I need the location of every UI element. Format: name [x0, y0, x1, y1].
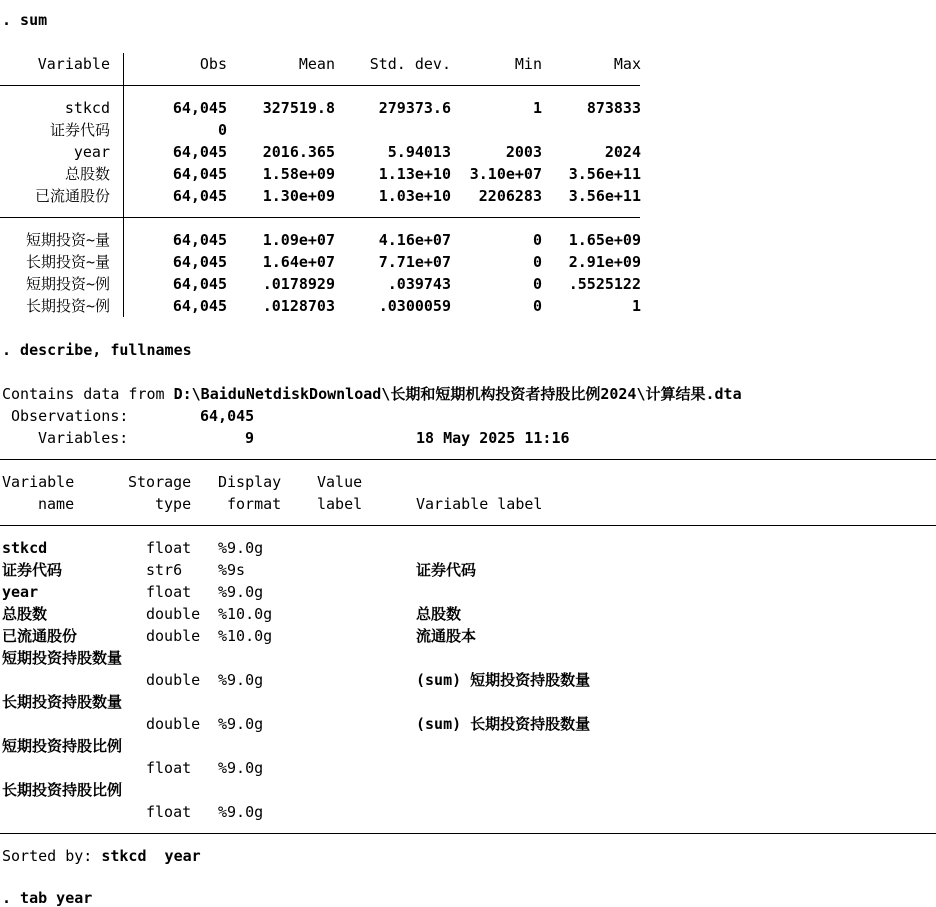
- sum-table-group-divider: [0, 217, 640, 218]
- sum-row-max: 873833: [586, 99, 641, 117]
- header-variable-label: Variable label: [416, 495, 543, 513]
- tab-command: . tab year: [2, 889, 93, 907]
- sum-header-max: Max: [613, 55, 641, 73]
- contains-data-line: [2, 385, 742, 403]
- sorted-label: Sorted by:: [2, 847, 102, 865]
- describe-row-storage-type: double: [146, 715, 201, 733]
- describe-row-display-format: %10.0g: [218, 605, 273, 623]
- sum-row-obs: 64,045: [172, 253, 227, 271]
- describe-row-variable-label: 总股数: [416, 605, 462, 623]
- describe-command: . describe, fullnames: [2, 341, 192, 359]
- dataset-path: D:\BaiduNetdiskDownload\长期和短期机构投资者持股比例2024\计算结果.dta: [173, 385, 742, 403]
- sum-row-max: 2.91e+09: [568, 253, 641, 271]
- sum-row-variable: 长期投资~量: [25, 253, 110, 271]
- describe-row-variable-label: 证券代码: [416, 561, 477, 579]
- sum-row-variable: 证券代码: [49, 121, 110, 139]
- header-type: type: [155, 495, 192, 513]
- sum-row-mean: .0178929: [262, 275, 335, 293]
- sum-row-min: 0: [532, 275, 542, 293]
- describe-row-storage-type: float: [146, 583, 192, 601]
- describe-row-storage-type: double: [146, 627, 201, 645]
- describe-row-display-format: %9.0g: [218, 583, 264, 601]
- describe-row-storage-type: double: [146, 671, 201, 689]
- sum-command: . sum: [2, 11, 48, 29]
- describe-row-name: 短期投资持股数量: [2, 649, 123, 667]
- describe-row-storage-type: str6: [146, 561, 183, 579]
- describe-row-storage-type: float: [146, 539, 192, 557]
- describe-row-name: 已流通股份: [2, 627, 78, 645]
- sum-row-max: 1: [631, 297, 641, 315]
- sum-row-mean: .0128703: [262, 297, 335, 315]
- dataset-date: 18 May 2025 11:16: [416, 429, 570, 447]
- sum-row-sd: 5.94013: [387, 143, 451, 161]
- describe-row-storage-type: float: [146, 803, 192, 821]
- describe-bottom-divider: [0, 833, 936, 834]
- header-value: Value: [317, 473, 363, 491]
- describe-row-name: 短期投资持股比例: [2, 737, 123, 755]
- describe-row-storage-type: double: [146, 605, 201, 623]
- sum-row-obs: 0: [217, 121, 227, 139]
- contains-prefix: Contains data from: [2, 385, 174, 403]
- sum-table-vertical-divider: [123, 53, 124, 317]
- sum-row-min: 0: [532, 253, 542, 271]
- describe-row-name: stkcd: [2, 539, 48, 557]
- sum-row-obs: 64,045: [172, 275, 227, 293]
- observations-label: Observations:: [11, 407, 129, 425]
- sum-row-max: 3.56e+11: [568, 165, 641, 183]
- sum-row-obs: 64,045: [172, 143, 227, 161]
- sum-row-sd: 7.71e+07: [378, 253, 451, 271]
- describe-top-divider: [0, 459, 936, 460]
- describe-row-variable-label: 流通股本: [416, 627, 477, 645]
- describe-row-variable-label: (sum) 短期投资持股数量: [416, 671, 591, 689]
- sum-header-min: Min: [514, 55, 542, 73]
- sum-row-min: 3.10e+07: [469, 165, 542, 183]
- sum-row-min: 2206283: [478, 187, 542, 205]
- sum-row-min: 0: [532, 231, 542, 249]
- sum-row-variable: 长期投资~例: [25, 297, 110, 315]
- sorted-by-line: [2, 847, 201, 865]
- describe-row-display-format: %9.0g: [218, 759, 264, 777]
- variables-label: Variables:: [38, 429, 129, 447]
- sum-row-mean: 2016.365: [262, 143, 335, 161]
- sum-row-max: .5525122: [568, 275, 641, 293]
- sum-row-variable: 已流通股份: [34, 187, 110, 205]
- sum-row-mean: 1.30e+09: [262, 187, 335, 205]
- sum-row-sd: .039743: [387, 275, 451, 293]
- sum-row-max: 3.56e+11: [568, 187, 641, 205]
- sum-row-sd: 1.13e+10: [378, 165, 451, 183]
- describe-row-display-format: %9.0g: [218, 803, 264, 821]
- describe-row-display-format: %9.0g: [218, 671, 264, 689]
- sum-row-variable: 短期投资~例: [25, 275, 110, 293]
- sum-row-variable: stkcd: [64, 99, 110, 117]
- sum-row-sd: .0300059: [378, 297, 451, 315]
- sum-row-variable: 短期投资~量: [25, 231, 110, 249]
- describe-header-divider: [0, 525, 936, 526]
- sum-row-variable: 总股数: [64, 165, 110, 183]
- sum-row-obs: 64,045: [172, 231, 227, 249]
- sum-row-obs: 64,045: [172, 165, 227, 183]
- describe-row-name: 证券代码: [2, 561, 63, 579]
- describe-row-name: year: [2, 583, 39, 601]
- sum-header-variable: Variable: [37, 55, 110, 73]
- sum-row-sd: 279373.6: [378, 99, 451, 117]
- header-storage: Storage: [128, 473, 192, 491]
- describe-row-display-format: %9s: [218, 561, 246, 579]
- sum-row-max: 2024: [604, 143, 641, 161]
- header-format: format: [227, 495, 282, 513]
- sum-header-mean: Mean: [298, 55, 335, 73]
- describe-row-name: 总股数: [2, 605, 48, 623]
- sum-row-min: 1: [532, 99, 542, 117]
- sum-header-obs: Obs: [199, 55, 227, 73]
- sorted-vars: stkcd year: [101, 847, 201, 865]
- describe-row-display-format: %9.0g: [218, 539, 264, 557]
- sum-row-max: 1.65e+09: [568, 231, 641, 249]
- variables-value: 9: [245, 429, 255, 447]
- sum-row-mean: 327519.8: [262, 99, 335, 117]
- sum-table-header-divider: [0, 85, 640, 86]
- describe-row-name: 长期投资持股比例: [2, 781, 123, 799]
- sum-row-mean: 1.09e+07: [262, 231, 335, 249]
- describe-row-display-format: %10.0g: [218, 627, 273, 645]
- header-name: name: [38, 495, 75, 513]
- sum-row-sd: 4.16e+07: [378, 231, 451, 249]
- describe-row-storage-type: float: [146, 759, 192, 777]
- describe-row-variable-label: (sum) 长期投资持股数量: [416, 715, 591, 733]
- sum-row-sd: 1.03e+10: [378, 187, 451, 205]
- sum-header-std-dev: Std. dev.: [369, 55, 451, 73]
- sum-row-mean: 1.64e+07: [262, 253, 335, 271]
- sum-row-obs: 64,045: [172, 297, 227, 315]
- sum-row-min: 2003: [505, 143, 542, 161]
- header-display: Display: [218, 473, 282, 491]
- sum-row-mean: 1.58e+09: [262, 165, 335, 183]
- observations-value: 64,045: [200, 407, 255, 425]
- header-variable: Variable: [2, 473, 75, 491]
- sum-row-obs: 64,045: [172, 99, 227, 117]
- describe-row-display-format: %9.0g: [218, 715, 264, 733]
- sum-row-obs: 64,045: [172, 187, 227, 205]
- header-label: label: [317, 495, 363, 513]
- describe-row-name: 长期投资持股数量: [2, 693, 123, 711]
- sum-row-min: 0: [532, 297, 542, 315]
- sum-row-variable: year: [73, 143, 110, 161]
